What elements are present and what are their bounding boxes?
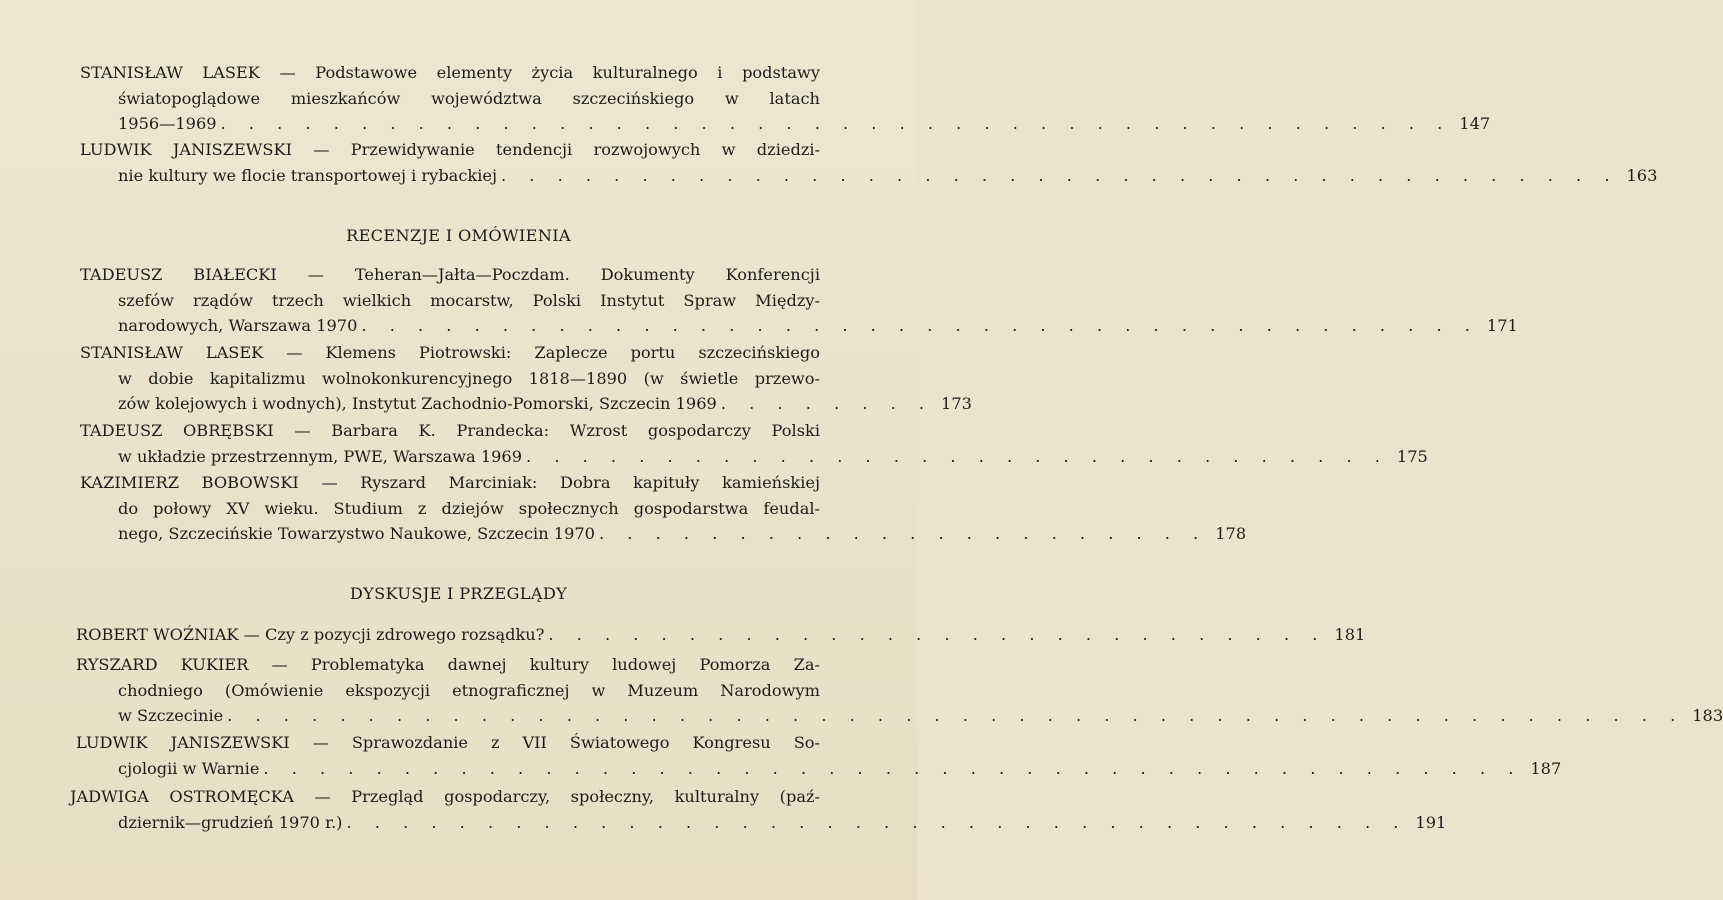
leader-dots: . . . . . . . . . . . . . . . . . . . . . . . . . . . . . . . . . . . . . . . . . . . . [220,114,1452,133]
toc-entry [80,137,1658,188]
toc-entry [80,60,1491,137]
entry-last-line: narodowych, Warszawa 1970 [118,316,358,335]
toc-entry [80,470,1247,547]
section-heading: DYSKUSJE I PRZEGLĄDY [349,584,568,603]
entry-last-line: dziernik—grudzień 1970 r.) [118,812,343,832]
page-number: 173 [941,394,972,413]
page-number: 191 [1415,812,1447,832]
leader-dots: . . . . . . . . . . . . . . . . . . . . . . . . . . . . . . . . . . . . . . . . . . . . . [263,758,1523,778]
entry-line: KAZIMIERZ BOBOWSKI — Ryszard Marciniak: Dobra kapituły kamieńskiej [80,473,820,492]
entry-last-line: cjologii w Warnie [118,758,260,778]
toc-entry [76,730,1562,781]
entry-last-line: ROBERT WOŹNIAK — Czy z pozycji zdrowego rozsądku? [76,625,545,644]
entry-line: STANISŁAW LASEK — Podstawowe elementy życia kulturalnego i podstawy [80,63,820,82]
entry-line: LUDWIK JANISZEWSKI — Sprawozdanie z VII Światowego Kongresu So- [76,733,820,752]
page-number: 175 [1396,446,1428,466]
entry-line: TADEUSZ BIAŁECKI — Teheran—Jałta—Poczdam. Dokumenty Konferencji [80,265,820,284]
toc-entry [80,340,972,417]
page-number: 171 [1486,316,1518,335]
page-number: 178 [1215,524,1247,543]
entry-line: chodniego (Omówienie ekspozycji etnograficznej w Muzeum Narodowym [118,680,820,700]
leader-dots: . . . . . . . . [720,394,934,413]
toc-entry [70,784,1447,835]
page-number: 181 [1334,625,1366,644]
leader-dots: . . . . . . . . . . . . . . . . . . . . . . . . . . . . [548,625,1327,644]
toc-entry [76,652,1723,729]
page-number: 183 [1692,706,1723,725]
leader-dots: . . . . . . . . . . . . . . . . . . . . . . . . . . . . . . . . . . . . . . . . [361,316,1479,335]
entry-line: STANISŁAW LASEK — Klemens Piotrowski: Zaplecze portu szczecińskiego [80,343,820,362]
leader-dots: . . . . . . . . . . . . . . . . . . . . . . . . . . . . . . . . . . . . . . . . . . . . . . . . . . . . [227,706,1685,725]
leader-dots: . . . . . . . . . . . . . . . . . . . . . . [598,524,1208,543]
entry-line: do połowy XV wieku. Studium z dziejów społecznych gospodarstwa feudal- [118,498,820,518]
entry-last-line: 1956—1969 [118,114,217,133]
entry-last-line: w Szczecinie [118,706,224,725]
entry-last-line: nie kultury we flocie transportowej i rybackiej [118,165,497,185]
entry-line: RYSZARD KUKIER — Problematyka dawnej kultury ludowej Pomorza Za- [76,655,820,674]
page-number: 187 [1530,758,1562,778]
entry-last-line: nego, Szczecińskie Towarzystwo Naukowe, Szczecin 1970 [118,524,595,543]
entry-line: w dobie kapitalizmu wolnokonkurencyjnego 1818—1890 (w świetle przewo- [118,368,820,388]
toc-entry [80,262,1518,339]
entry-last-line: w układzie przestrzennym, PWE, Warszawa 1969 [118,446,523,466]
leader-dots: . . . . . . . . . . . . . . . . . . . . . . . . . . . . . . . . . . . . . . . . [500,165,1619,185]
page-number: 147 [1459,114,1491,133]
section-heading: RECENZJE I OMÓWIENIA [346,226,571,245]
entry-line: szefów rządów trzech wielkich mocarstw, Polski Instytut Spraw Między- [118,290,820,310]
leader-dots: . . . . . . . . . . . . . . . . . . . . . . . . . . . . . . . . . . . . . . [346,812,1408,832]
leader-dots: . . . . . . . . . . . . . . . . . . . . . . . . . . . . . . . [526,446,1389,466]
page-number: 163 [1626,165,1658,185]
entry-line: światopoglądowe mieszkańców województwa szczecińskiego w latach [118,88,820,108]
entry-last-line: zów kolejowych i wodnych), Instytut Zachodnio-Pomorski, Szczecin 1969 [118,394,717,413]
toc-entry [76,622,1366,648]
toc-entry [80,418,1428,469]
entry-line: JADWIGA OSTROMĘCKA — Przegląd gospodarczy, społeczny, kulturalny (paź- [70,787,820,806]
entry-line: LUDWIK JANISZEWSKI — Przewidywanie tendencji rozwojowych w dziedzi- [80,140,820,159]
entry-line: TADEUSZ OBRĘBSKI — Barbara K. Prandecka: Wzrost gospodarczy Polski [80,421,820,440]
